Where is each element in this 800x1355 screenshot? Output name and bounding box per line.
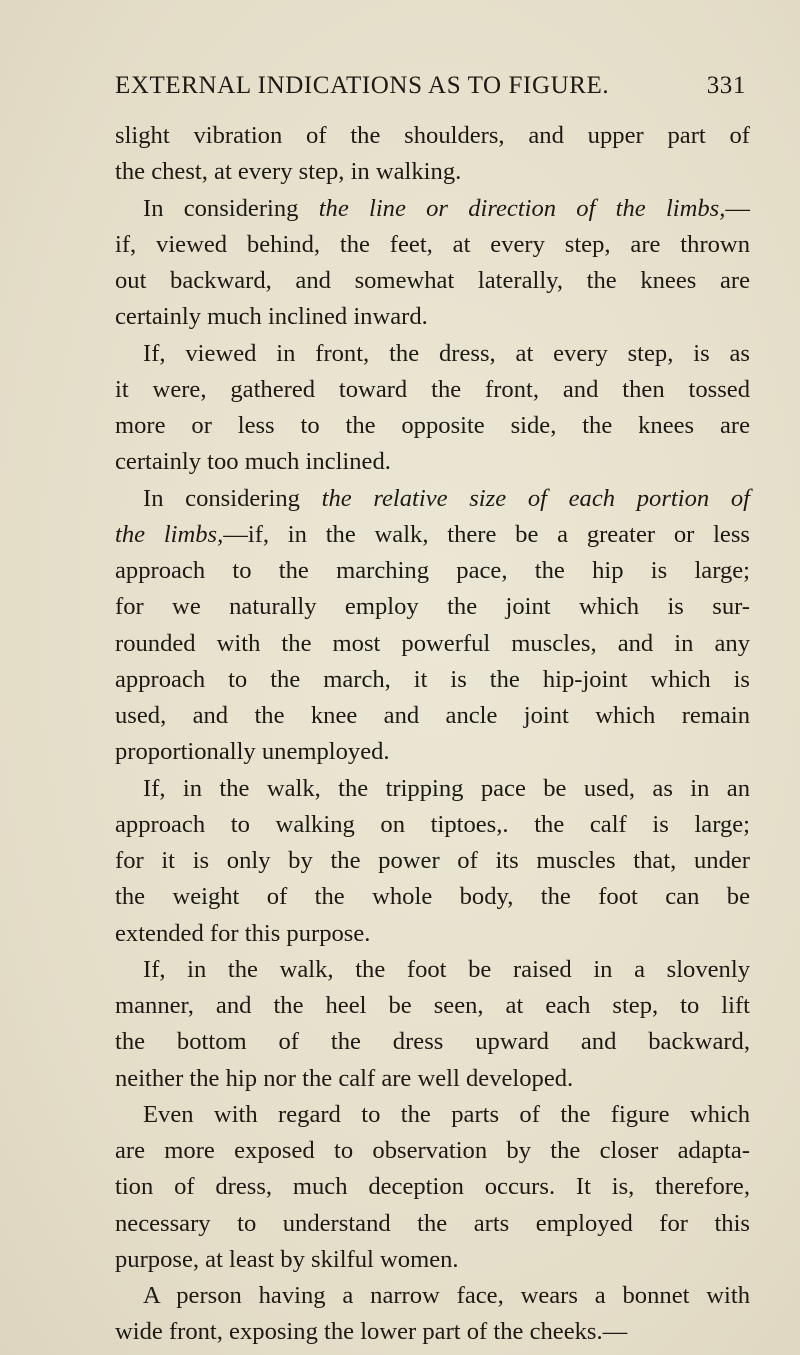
text-line: Even with regard to the parts of the figure which (143, 1100, 750, 1128)
text-line: for it is only by the power of its muscles that, under (115, 847, 750, 874)
text-line: for we naturally employ the joint which is sur- (115, 593, 750, 621)
text-line: necessary to understand the arts employed for this (115, 1209, 750, 1237)
text-line: extended for this purpose. (115, 919, 371, 947)
italic-phrase: the line or direction of the limbs, (318, 194, 726, 222)
text-line: the weight of the whole body, the foot can be (115, 883, 750, 911)
text-line: approach to the march, it is the hip-joint which is (115, 665, 750, 693)
text-line: the limbs,—if, in the walk, there be a greater or less (115, 520, 750, 548)
text-line: out backward, and somewhat laterally, the knees are (115, 267, 750, 294)
text-line: wide front, exposing the lower part of the cheeks.— (115, 1318, 628, 1346)
text-line: A person having a narrow face, wears a bonnet with (143, 1282, 750, 1309)
text-line: the chest, at every step, in walking. (115, 158, 462, 186)
text-line: approach to the marching pace, the hip is large; (115, 557, 750, 584)
text-line: if, viewed behind, the feet, at every step, are thrown (115, 230, 750, 258)
text-line: proportionally unemployed. (115, 738, 390, 766)
text-line: rounded with the most powerful muscles, and in any (115, 629, 750, 657)
running-head-title: EXTERNAL INDICATIONS AS TO FIGURE. (115, 72, 610, 99)
text-line: In considering the relative size of each portion of (143, 484, 750, 512)
text-line: certainly much inclined inward. (115, 303, 428, 331)
text-line: tion of dress, much deception occurs. It is, therefore, (115, 1173, 750, 1201)
text-line: neither the hip nor the calf are well developed. (115, 1064, 574, 1092)
text-line: approach to walking on tiptoes,. the calf is large; (115, 810, 750, 838)
page-number: 331 (706, 72, 746, 99)
text-line: used, and the knee and ancle joint which remain (115, 702, 750, 729)
text-line: it were, gathered toward the front, and then tossed (115, 375, 750, 403)
text-line: In considering the line or direction of the limbs,— (143, 194, 750, 222)
italic-phrase: the limbs, (115, 520, 224, 548)
text-line: If, in the walk, the foot be raised in a slovenly (143, 955, 750, 983)
italic-phrase: the relative size of each portion of (321, 484, 750, 512)
running-head (115, 72, 750, 100)
text-line: slight vibration of the shoulders, and upper part of (115, 122, 750, 149)
text-line: If, viewed in front, the dress, at every step, is as (143, 339, 750, 367)
text-line: are more exposed to observation by the closer adapta- (115, 1137, 750, 1164)
text-line: more or less to the opposite side, the knees are (115, 412, 750, 439)
text-line: certainly too much inclined. (115, 448, 391, 476)
text-line: the bottom of the dress upward and backward, (115, 1028, 750, 1056)
text-line: If, in the walk, the tripping pace be used, as in an (143, 774, 750, 802)
body-text (115, 118, 750, 1351)
text-line: purpose, at least by skilful women. (115, 1245, 459, 1273)
text-line: manner, and the heel be seen, at each step, to lift (115, 992, 750, 1019)
